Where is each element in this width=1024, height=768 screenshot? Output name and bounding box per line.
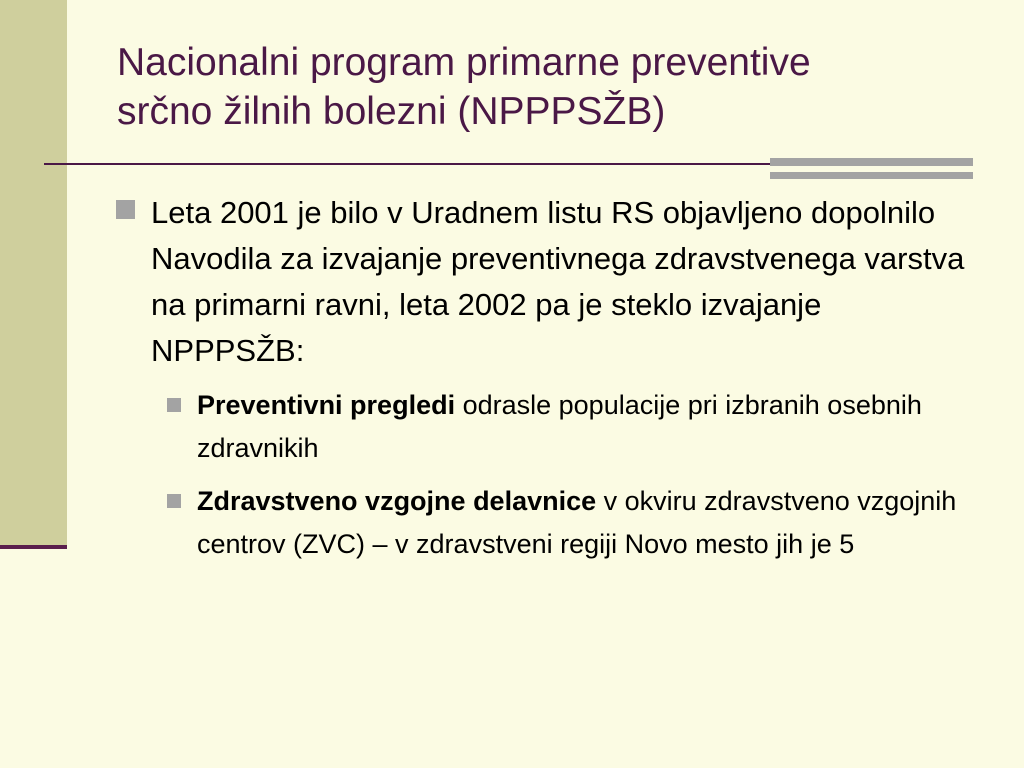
slide-title bbox=[117, 38, 987, 136]
title-divider-accent-bottom bbox=[770, 172, 973, 179]
sub-bullet-text: odrasle populacije pri izbranih osebnih zdravnikih bbox=[197, 390, 922, 463]
main-bullet bbox=[110, 190, 980, 374]
title-divider-accent-top bbox=[770, 158, 973, 166]
square-bullet-icon bbox=[116, 200, 135, 219]
slide-content bbox=[110, 190, 980, 576]
left-decorative-bar bbox=[0, 0, 67, 545]
main-bullet-text: Leta 2001 je bilo v Uradnem listu RS objavljeno dopolnilo Navodila za izvajanje preventivnega zdravstvenega varstva na primarni ravni, leta 2002 pa je steklo izvajanje NPPPSŽB: bbox=[151, 195, 965, 368]
sub-bullet-text: v okviru zdravstveno vzgojnih centrov (ZVC) – v zdravstveni regiji Novo mesto jih je 5 bbox=[197, 486, 957, 559]
sub-bullet-bold-text: Preventivni pregledi bbox=[197, 390, 456, 420]
slide-title-line2: srčno žilnih bolezni (NPPPSŽB) bbox=[117, 90, 666, 133]
square-bullet-icon bbox=[167, 494, 181, 508]
sub-bullet-list bbox=[110, 384, 980, 566]
sub-bullet-zdravstveno-vzgojne-delavnice bbox=[162, 480, 980, 566]
square-bullet-icon bbox=[167, 398, 181, 412]
sub-bullet-bold-text: Zdravstveno vzgojne delavnice bbox=[197, 486, 597, 516]
sub-bullet-preventivni-pregledi bbox=[162, 384, 980, 470]
slide-title-line1: Nacionalni program primarne preventive bbox=[117, 41, 811, 84]
left-bar-divider bbox=[0, 545, 67, 549]
